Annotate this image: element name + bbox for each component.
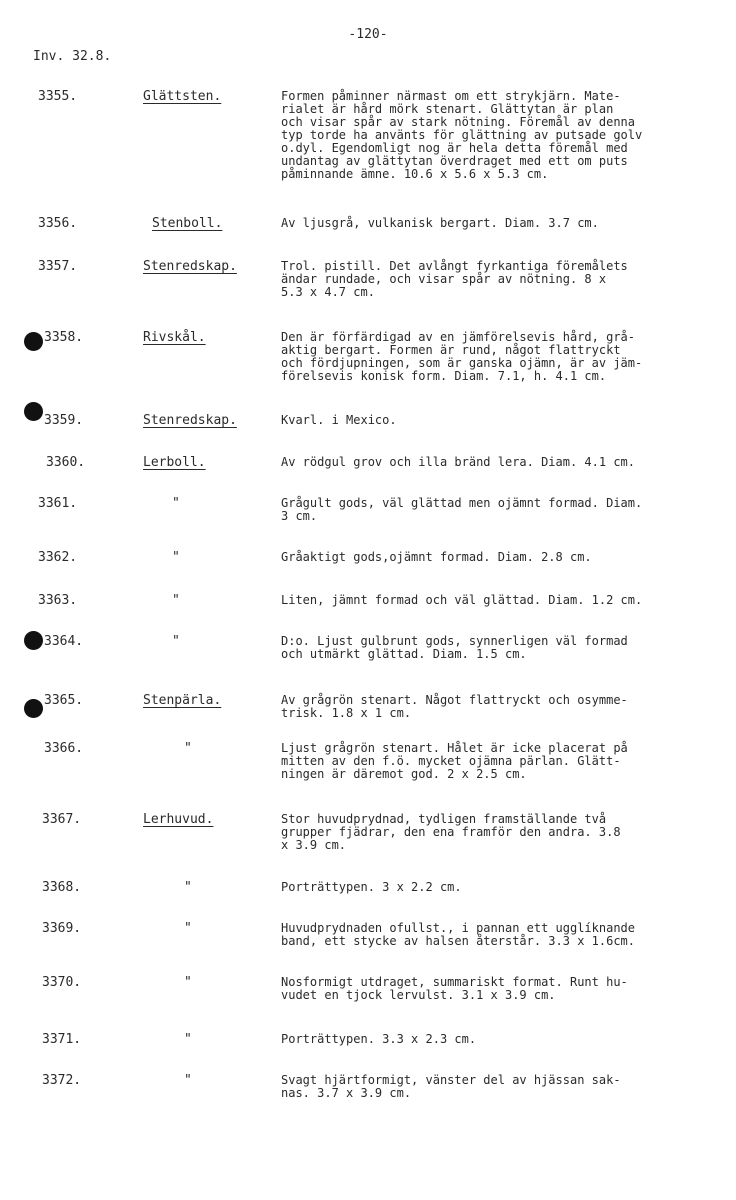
entry-category: Lerboll. <box>143 455 206 470</box>
entry-number: 3358. <box>44 330 84 345</box>
entry-description: Liten, jämnt formad och väl glättad. Diam. 1.2 cm. <box>281 593 643 607</box>
entry-description: Av ljusgrå, vulkanisk bergart. Diam. 3.7 cm. <box>281 216 599 230</box>
entry-number: 3357. <box>38 259 78 274</box>
entry-number: 3359. <box>44 413 84 428</box>
ditto-mark: " <box>184 1032 192 1047</box>
ditto-mark: " <box>184 880 192 895</box>
entry-number: 3368. <box>42 880 82 895</box>
ditto-mark: " <box>172 634 180 649</box>
inventory-reference: Inv. 32.8. <box>33 49 112 64</box>
ditto-mark: " <box>172 593 180 608</box>
entry-description: Kvarl. i Mexico. <box>281 413 397 427</box>
entry-description: Gråaktigt gods,ojämnt formad. Diam. 2.8 cm. <box>281 550 592 564</box>
entry-description: D:o. Ljust gulbrunt gods, synnerligen väl formad och utmärkt glättad. Diam. 1.5 cm. <box>281 634 628 661</box>
ditto-mark: " <box>184 975 192 990</box>
entry-description: Porträttypen. 3.3 x 2.3 cm. <box>281 1032 477 1046</box>
punch-hole-mark <box>24 402 43 421</box>
entry-number: 3365. <box>44 693 84 708</box>
entry-category: Lerhuvud. <box>143 812 214 827</box>
entry-description: Huvudprydnaden ofullst., i pannan ett ugglíknande band, ett stycke av halsen återstår. 3.3 x 1.6cm. <box>281 921 636 948</box>
entry-category: Rivskål. <box>143 330 206 345</box>
ditto-mark: " <box>184 1073 192 1088</box>
entry-description: Stor huvudprydnad, tydligen framställande två grupper fjädrar, den ena framför den andra. 3.8 x 3.9 cm. <box>281 812 621 852</box>
entry-description: Nosformigt utdraget, summariskt format. Runt hu- vudet en tjock lervulst. 3.1 x 3.9 cm. <box>281 975 628 1002</box>
entry-number: 3369. <box>42 921 82 936</box>
entry-number: 3367. <box>42 812 82 827</box>
entry-description: Formen påminner närmast om ett strykjärn. Mate- rialet är hård mörk stenart. Glättytan är plan och visar spår av stark nötning. Föremål av denna typ torde ha använts för glättning av putsade golv o.dyl. Egendomligt nog är hela detta föremål med undantag av glättytan överdraget med ett om puts påminnande ämne. 10.6 x 5.6 x 5.3 cm. <box>281 89 643 181</box>
entry-category: Stenboll. <box>152 216 223 231</box>
entry-number: 3363. <box>38 593 78 608</box>
entry-number: 3366. <box>44 741 84 756</box>
entry-number: 3356. <box>38 216 78 231</box>
punch-hole-mark <box>24 332 43 351</box>
ditto-mark: " <box>184 741 192 756</box>
punch-hole-mark <box>24 631 43 650</box>
entry-number: 3372. <box>42 1073 82 1088</box>
entry-number: 3370. <box>42 975 82 990</box>
entry-description: Av rödgul grov och illa bränd lera. Diam. 4.1 cm. <box>281 455 636 469</box>
entry-number: 3362. <box>38 550 78 565</box>
entry-category: Glättsten. <box>143 89 222 104</box>
ditto-mark: " <box>172 550 180 565</box>
entry-number: 3361. <box>38 496 78 511</box>
entry-description: Ljust grågrön stenart. Hålet är icke placerat på mitten av den f.ö. mycket ojämna pärlan. Glätt- ningen är däremot god. 2 x 2.5 cm. <box>281 741 628 781</box>
entry-description: Svagt hjärtformigt, vänster del av hjässan sak- nas. 3.7 x 3.9 cm. <box>281 1073 621 1100</box>
entry-description: Av grågrön stenart. Något flattryckt och osymme- trisk. 1.8 x 1 cm. <box>281 693 628 720</box>
entry-number: 3360. <box>46 455 86 470</box>
entry-number: 3364. <box>44 634 84 649</box>
entry-number: 3371. <box>42 1032 82 1047</box>
entry-description: Grågult gods, väl glättad men ojämnt formad. Diam. 3 cm. <box>281 496 643 523</box>
entry-category: Stenredskap. <box>143 259 237 274</box>
punch-hole-mark <box>24 699 43 718</box>
entry-description: Trol. pistill. Det avlångt fyrkantiga föremålets ändar rundade, och visar spår av nötning. 8 x 5.3 x 4.7 cm. <box>281 259 628 299</box>
ditto-mark: " <box>184 921 192 936</box>
entry-category: Stenredskap. <box>143 413 237 428</box>
entry-description: Porträttypen. 3 x 2.2 cm. <box>281 880 462 894</box>
entry-description: Den är förfärdigad av en jämförelsevis hård, grå- aktig bergart. Formen är rund, något flattryckt och fördjupningen, som är ganska ojämn, är av jäm- förelsevis konisk form. Diam. 7.1, h. 4.1 cm. <box>281 330 643 383</box>
ditto-mark: " <box>172 496 180 511</box>
entry-number: 3355. <box>38 89 78 104</box>
page-number: -120- <box>348 27 388 42</box>
entry-category: Stenpärla. <box>143 693 222 708</box>
